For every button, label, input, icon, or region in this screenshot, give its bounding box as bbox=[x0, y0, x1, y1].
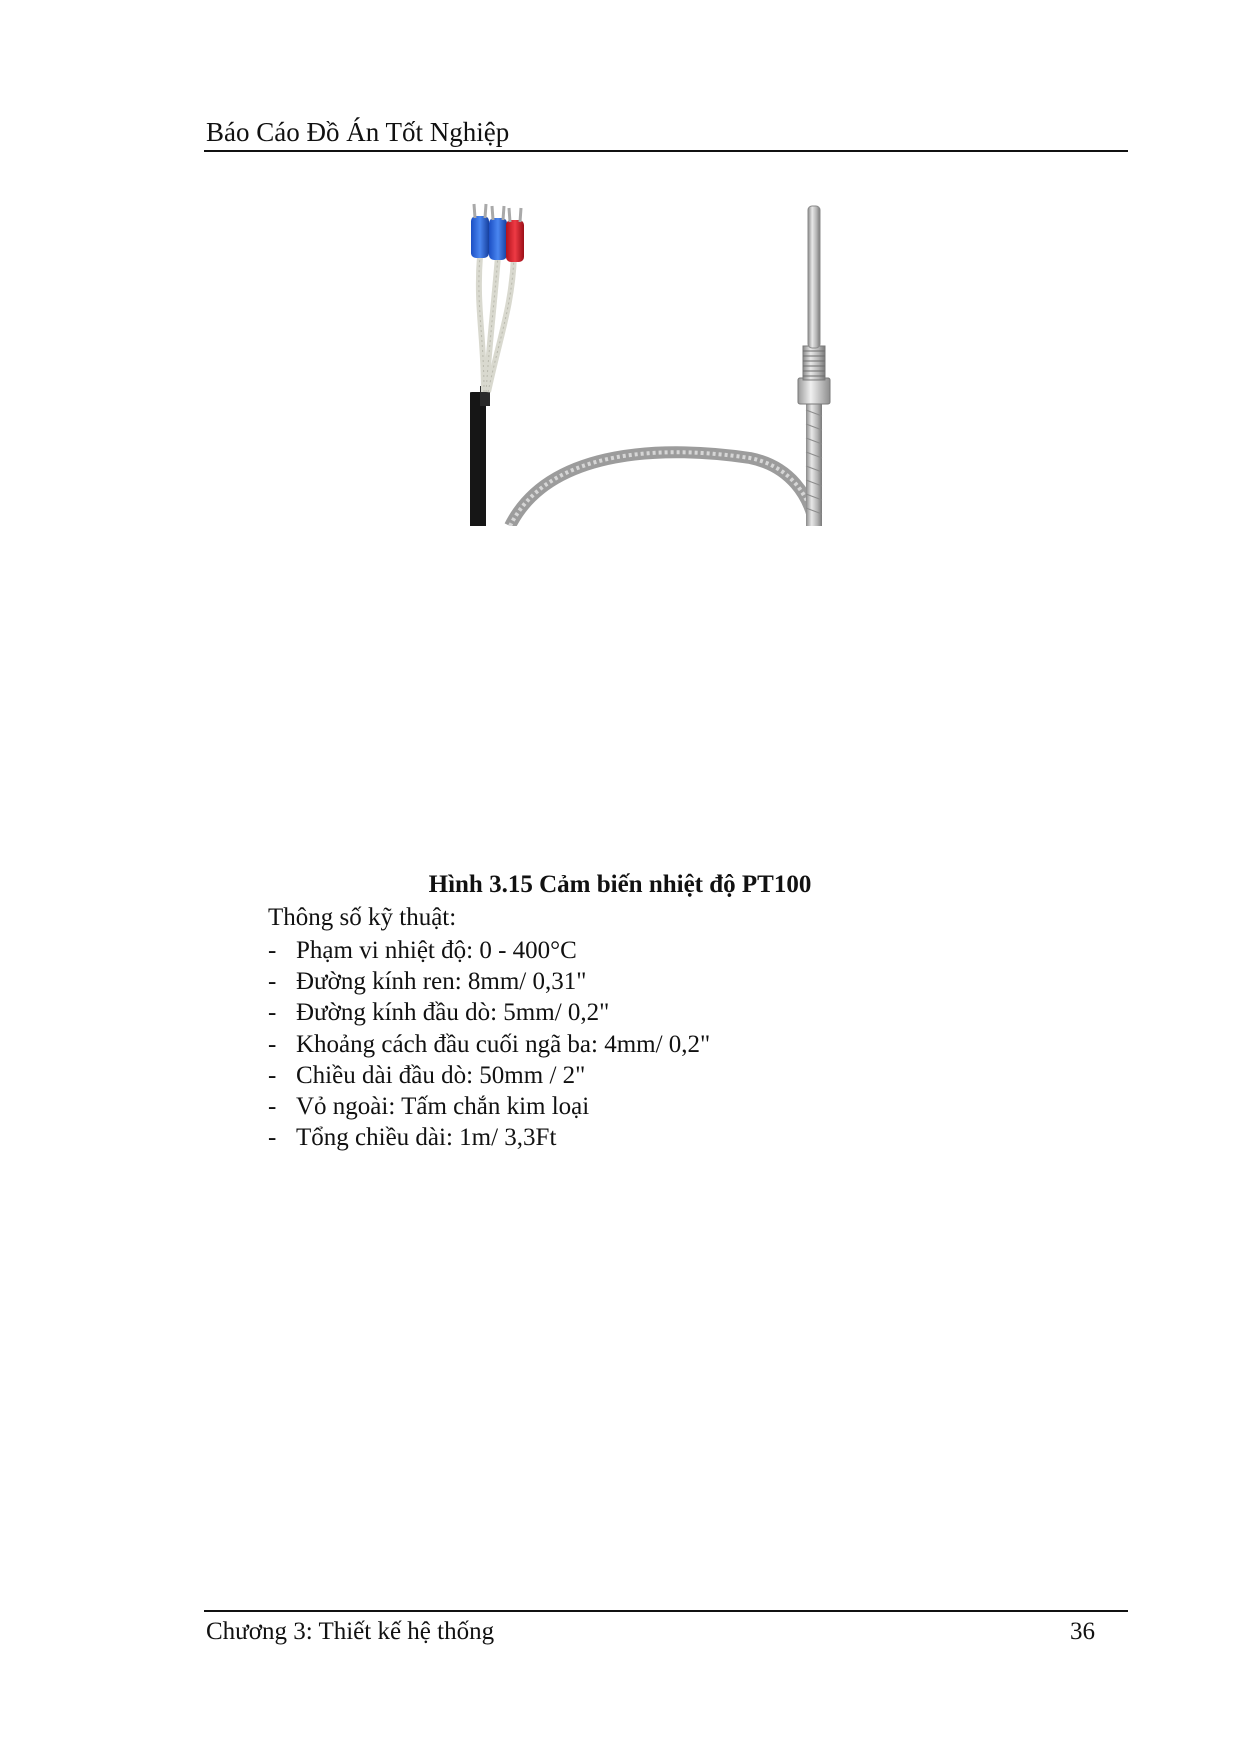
list-bullet: - bbox=[268, 999, 277, 1027]
footer-chapter-title: Chương 3: Thiết kế hệ thống bbox=[206, 1618, 495, 1645]
spec-item-thread-diameter bbox=[268, 966, 710, 997]
list-bullet: - bbox=[268, 1061, 277, 1089]
list-bullet: - bbox=[268, 937, 277, 964]
spec-list bbox=[268, 935, 710, 1153]
spec-text: Đường kính ren: 8mm/ 0,31" bbox=[296, 968, 587, 996]
spec-item-fork-terminal-spacing bbox=[268, 1029, 710, 1060]
header-rule bbox=[204, 150, 1128, 152]
spec-text: Vỏ ngoài: Tấm chắn kim loại bbox=[296, 1092, 590, 1120]
blue-terminal-2 bbox=[489, 218, 507, 260]
braided-cable bbox=[510, 452, 815, 526]
spec-item-total-length bbox=[268, 1122, 710, 1153]
blue-terminal-1 bbox=[471, 216, 489, 258]
list-bullet: - bbox=[268, 968, 277, 996]
spec-item-probe-length bbox=[268, 1060, 710, 1091]
spec-item-temperature-range bbox=[268, 935, 710, 966]
page-number: 36 bbox=[1070, 1618, 1095, 1645]
red-terminal bbox=[506, 220, 524, 262]
spec-text: Chiều dài đầu dò: 50mm / 2" bbox=[296, 1061, 586, 1089]
spec-text: Khoảng cách đầu cuối ngã ba: 4mm/ 0,2" bbox=[296, 1030, 711, 1058]
list-bullet: - bbox=[268, 1030, 277, 1058]
spec-item-probe-diameter bbox=[268, 997, 710, 1028]
figure-caption: Hình 3.15 Cảm biến nhiệt độ PT100 bbox=[428, 871, 812, 898]
list-bullet: - bbox=[268, 1092, 277, 1120]
spec-text: Đường kính đầu dò: 5mm/ 0,2" bbox=[296, 999, 610, 1027]
pt100-sensor-photo bbox=[470, 196, 910, 526]
footer-rule bbox=[204, 1610, 1128, 1612]
specs-heading: Thông số kỹ thuật: bbox=[268, 904, 457, 931]
spec-text: Tổng chiều dài: 1m/ 3,3Ft bbox=[296, 1124, 557, 1152]
header-title: Báo Cáo Đồ Án Tốt Nghiệp bbox=[206, 117, 510, 147]
spec-text: Phạm vi nhiệt độ: 0 - 400°C bbox=[296, 937, 577, 964]
spec-item-outer-shell bbox=[268, 1091, 710, 1122]
list-bullet: - bbox=[268, 1124, 277, 1152]
